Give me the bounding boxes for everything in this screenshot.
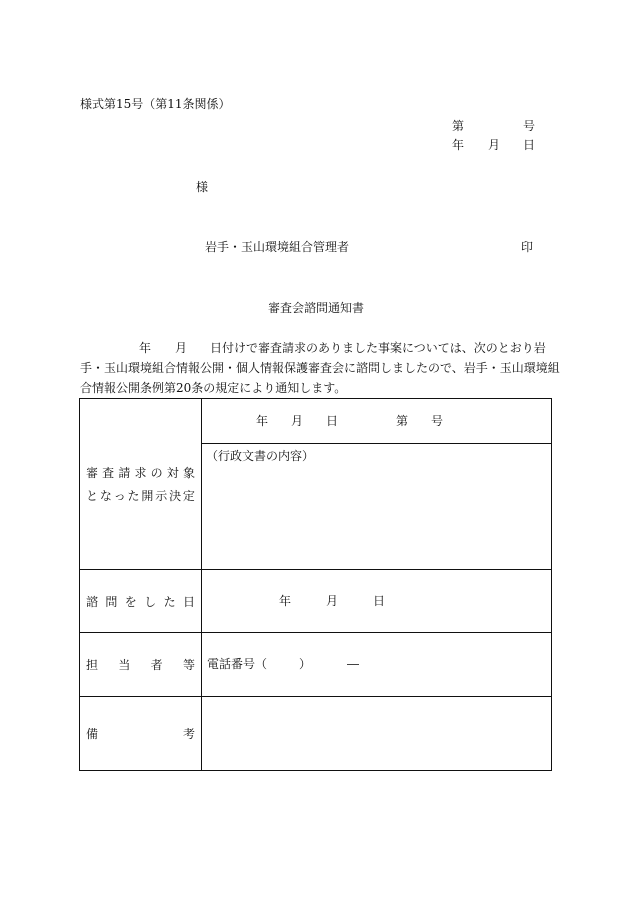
table-row — [80, 399, 552, 444]
label-consultation-chars — [80, 593, 201, 610]
date-month: 月 — [488, 138, 501, 152]
doc-number-prefix: 第 — [452, 119, 465, 133]
label-decision-line2 — [80, 487, 201, 504]
phone-close: ） — [299, 657, 312, 671]
remarks-cell[interactable] — [202, 697, 552, 771]
body-year: 年 — [139, 341, 152, 355]
label-char: 開 — [141, 489, 154, 503]
sender-name: 岩手・玉山環境組合管理者 — [205, 240, 350, 254]
decision-day: 日 — [326, 414, 339, 428]
decision-number-prefix: 第 — [396, 414, 409, 428]
label-char: を — [124, 594, 137, 609]
label-char: 請 — [118, 466, 131, 480]
body-month: 月 — [175, 341, 188, 355]
label-char: 決 — [169, 489, 182, 503]
label-char: 担 — [86, 658, 99, 672]
date-year: 年 — [452, 138, 465, 152]
decision-date-number-cell[interactable] — [202, 399, 552, 444]
decision-month: 月 — [291, 414, 304, 428]
label-char: の — [150, 466, 163, 480]
label-person-chars — [80, 656, 201, 673]
person-in-charge-cell[interactable] — [202, 633, 552, 697]
label-char: 等 — [182, 658, 195, 672]
label-char: 当 — [118, 658, 131, 672]
label-char: 求 — [134, 466, 147, 480]
body-line-1 — [80, 338, 550, 358]
label-char: 対 — [166, 466, 179, 480]
label-char: 象 — [182, 466, 195, 480]
label-char: っ — [113, 489, 126, 503]
label-char: 定 — [182, 489, 195, 503]
label-char: と — [86, 489, 99, 503]
label-char: 審 — [86, 466, 99, 480]
label-char: 諮 — [86, 594, 99, 609]
document-content-cell[interactable] — [202, 444, 552, 570]
table-row — [80, 570, 552, 633]
decision-number-suffix: 号 — [431, 414, 444, 428]
label-char: 考 — [182, 727, 195, 741]
consultation-date-cell[interactable] — [202, 570, 552, 633]
label-decision-line1 — [80, 464, 201, 481]
consultation-year: 年 — [279, 594, 292, 608]
label-remarks — [80, 697, 202, 771]
label-remarks-chars — [80, 725, 201, 742]
notification-table — [79, 398, 552, 771]
date-day: 日 — [523, 138, 536, 152]
label-char: た — [127, 489, 140, 503]
consultation-day: 日 — [373, 594, 386, 608]
label-char: た — [163, 594, 176, 609]
label-char: し — [144, 594, 157, 609]
doc-number-suffix: 号 — [523, 119, 536, 133]
label-char: 日 — [182, 594, 195, 609]
body-line1-text: 日付けで審査請求のありました事案については、次のとおり岩 — [210, 341, 546, 355]
addressee-honorific: 様 — [196, 180, 209, 194]
phone-dash: ― — [347, 657, 359, 671]
label-person-in-charge — [80, 633, 202, 697]
document-title: 審査会諮問通知書 — [268, 301, 365, 315]
label-char: 問 — [105, 594, 118, 609]
label-char: 示 — [155, 489, 168, 503]
label-char: 査 — [102, 466, 115, 480]
decision-year: 年 — [256, 414, 269, 428]
label-consultation-date — [80, 570, 202, 633]
label-char: な — [99, 489, 112, 503]
table-row — [80, 697, 552, 771]
consultation-month: 月 — [326, 594, 339, 608]
label-char: 者 — [150, 658, 163, 672]
label-char: 備 — [86, 727, 99, 741]
label-decision-subject — [80, 399, 202, 570]
document-content-label: （行政文書の内容） — [206, 449, 315, 463]
form-number: 様式第15号（第11条関係） — [80, 97, 231, 111]
phone-label: 電話番号（ — [207, 657, 268, 671]
sender-seal: 印 — [521, 240, 534, 254]
table-row — [80, 633, 552, 697]
body-paragraph — [80, 338, 560, 398]
body-line-2: 手・玉山環境組合情報公開・個人情報保護審査会に諮問しましたので、岩手・玉山環境組 — [80, 361, 560, 375]
body-line-3: 合情報公開条例第20条の規定により通知します。 — [80, 381, 347, 395]
